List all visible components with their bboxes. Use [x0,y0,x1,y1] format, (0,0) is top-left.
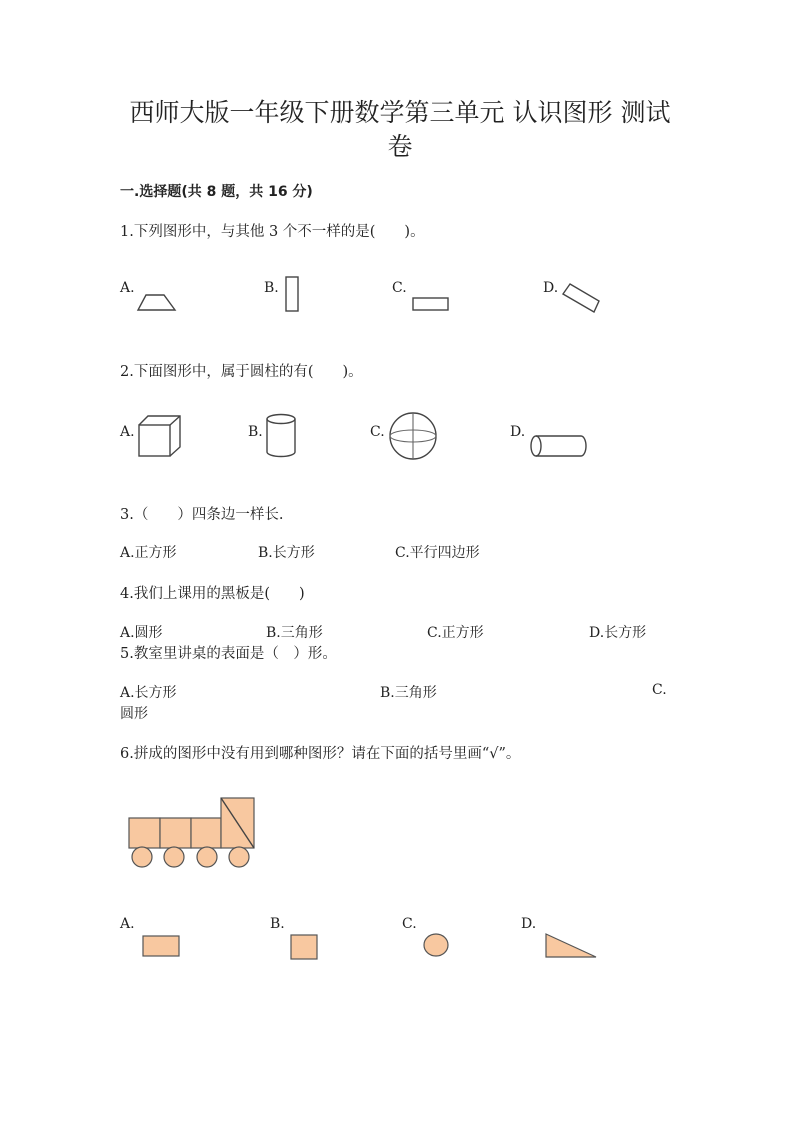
q5-option-c[interactable]: C. [652,682,667,698]
q4-option-d[interactable]: D.长方形 [589,625,647,641]
q1-option-b-label[interactable]: B. [264,280,279,296]
q5-option-b[interactable]: B.三角形 [380,685,437,701]
q3-option-a[interactable]: A.正方形 [120,545,177,561]
q2-option-d-label[interactable]: D. [510,424,526,440]
q5-option-a[interactable]: A.长方形 [120,685,177,701]
section-heading: 一.选择题(共 8 题，共 16 分) [120,184,313,200]
question-2-text: 2.下面图形中，属于圆柱的有( )。 [120,364,363,380]
q1-tilted-rectangle-shape [563,284,599,312]
q1-trapezoid-shape [138,295,175,310]
page-title-line1: 西师大版一年级下册数学第三单元 认识图形 测试 [129,98,671,127]
question-4-text: 4.我们上课用的黑板是( ) [120,586,305,602]
q3-option-b[interactable]: B.长方形 [258,545,315,561]
q2-cylinder-horizontal-shape [531,436,586,456]
q6-triangle-shape [546,934,596,957]
q6-square-shape [291,935,317,959]
question-3-text: 3.（ ）四条边一样长. [120,507,284,523]
q2-option-a-label[interactable]: A. [120,424,135,440]
q1-wide-rectangle-shape [413,298,448,310]
question-1-text: 1.下列图形中，与其他 3 个不一样的是( )。 [120,224,425,240]
q6-option-a-label[interactable]: A. [120,916,135,932]
q6-option-d-label[interactable]: D. [521,916,537,932]
q6-truck-figure [129,798,254,867]
q1-option-d-label[interactable]: D. [543,280,559,296]
page-title-line2: 卷 [387,132,413,161]
q6-option-b-label[interactable]: B. [270,916,285,932]
q2-cube-shape [139,416,180,456]
q6-option-c-label[interactable]: C. [402,916,417,932]
q4-option-b[interactable]: B.三角形 [266,625,323,641]
q6-rectangle-shape [143,936,179,956]
q4-option-a[interactable]: A.圆形 [120,625,163,641]
q1-option-a-label[interactable]: A. [120,280,135,296]
question-6-text: 6.拼成的图形中没有用到哪种图形？请在下面的括号里画“√”。 [120,746,521,762]
q2-cylinder-upright-shape [267,415,295,457]
q1-option-c-label[interactable]: C. [392,280,407,296]
question-5-text: 5.教室里讲桌的表面是（ ）形。 [120,646,337,662]
q3-option-c[interactable]: C.平行四边形 [395,545,480,561]
q6-circle-shape [424,934,448,956]
q4-option-c[interactable]: C.正方形 [427,625,484,641]
q2-sphere-shape [390,413,436,459]
q1-tall-rectangle-shape [286,277,298,311]
q2-option-b-label[interactable]: B. [248,424,263,440]
q5-option-c-continued: 圆形 [120,706,148,722]
q2-option-c-label[interactable]: C. [370,424,385,440]
